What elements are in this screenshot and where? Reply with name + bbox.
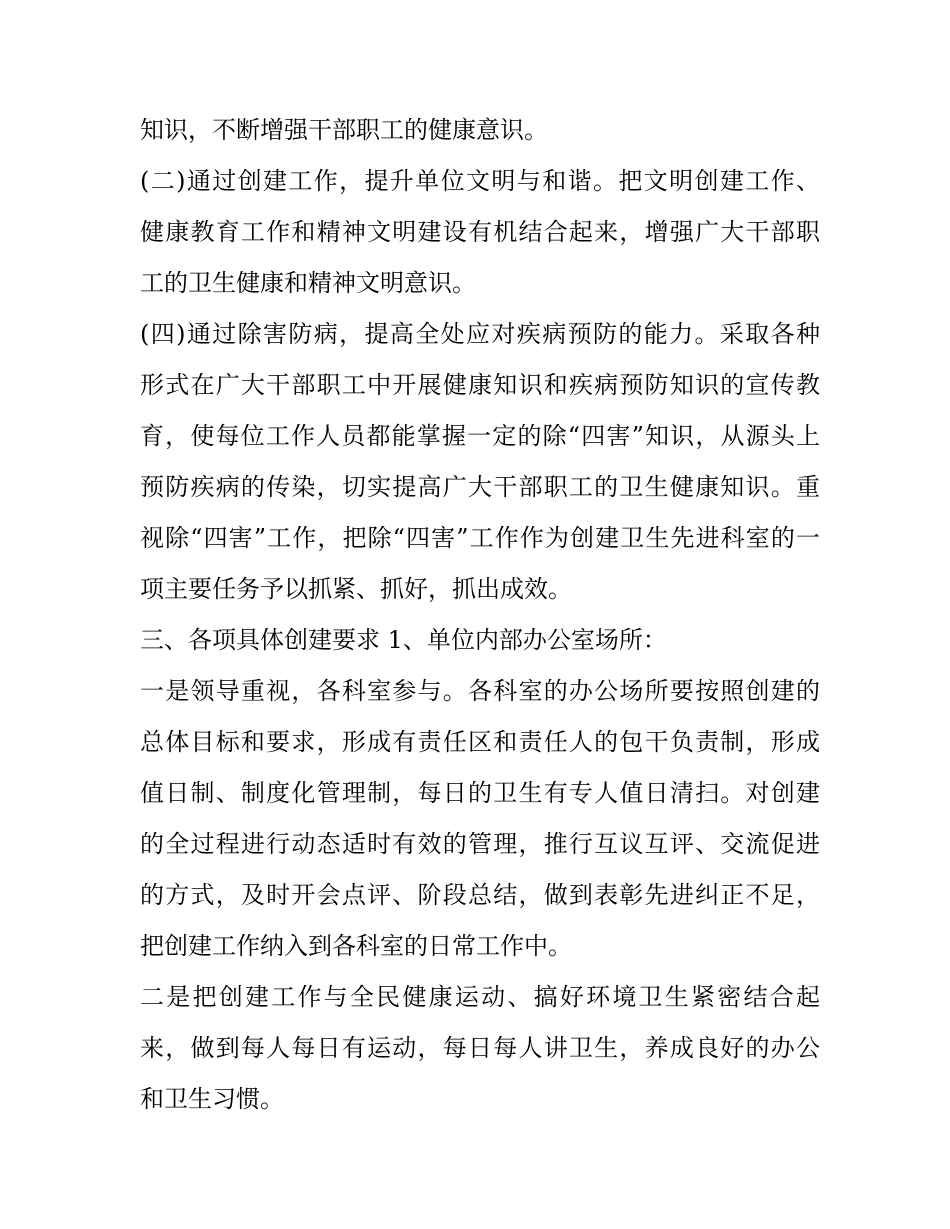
text-line: 视除“四害”工作，把除“四害”工作作为创建卫生先进科室的一: [140, 524, 820, 552]
text-line: 总体目标和要求，形成有责任区和责任人的包干负责制，形成: [140, 728, 820, 756]
text-line: 和卫生习惯。: [140, 1085, 284, 1113]
document-body: [140, 105, 820, 1125]
text-line: (二)通过创建工作，提升单位文明与和谐。把文明创建工作、: [140, 167, 820, 195]
text-line: 育，使每位工作人员都能掌握一定的除“四害”知识，从源头上: [140, 422, 820, 450]
text-line: 项主要任务予以抓紧、抓好，抓出成效。: [140, 575, 572, 603]
text-line: 的方式，及时开会点评、阶段总结，做到表彰先进纠正不足，: [140, 881, 820, 909]
text-line: 知识，不断增强干部职工的健康意识。: [140, 116, 548, 144]
text-line: 健康教育工作和精神文明建设有机结合起来，增强广大干部职: [140, 218, 820, 246]
text-line: 一是领导重视，各科室参与。各科室的办公场所要按照创建的: [140, 677, 820, 705]
text-line: 工的卫生健康和精神文明意识。: [140, 269, 476, 297]
text-line: 预防疾病的传染，切实提高广大干部职工的卫生健康知识。重: [140, 473, 820, 501]
text-line: 的全过程进行动态适时有效的管理，推行互议互评、交流促进: [140, 830, 820, 858]
text-line: 来，做到每人每日有运动，每日每人讲卫生，养成良好的办公: [140, 1034, 820, 1062]
text-line: 二是把创建工作与全民健康运动、搞好环境卫生紧密结合起: [140, 983, 820, 1011]
text-line: (四)通过除害防病，提高全处应对疾病预防的能力。采取各种: [140, 320, 820, 348]
text-line: 值日制、制度化管理制，每日的卫生有专人值日清扫。对创建: [140, 779, 820, 807]
text-line: 三、各项具体创建要求 1、单位内部办公室场所：: [140, 626, 667, 654]
text-line: 把创建工作纳入到各科室的日常工作中。: [140, 932, 572, 960]
text-line: 形式在广大干部职工中开展健康知识和疾病预防知识的宣传教: [140, 371, 820, 399]
